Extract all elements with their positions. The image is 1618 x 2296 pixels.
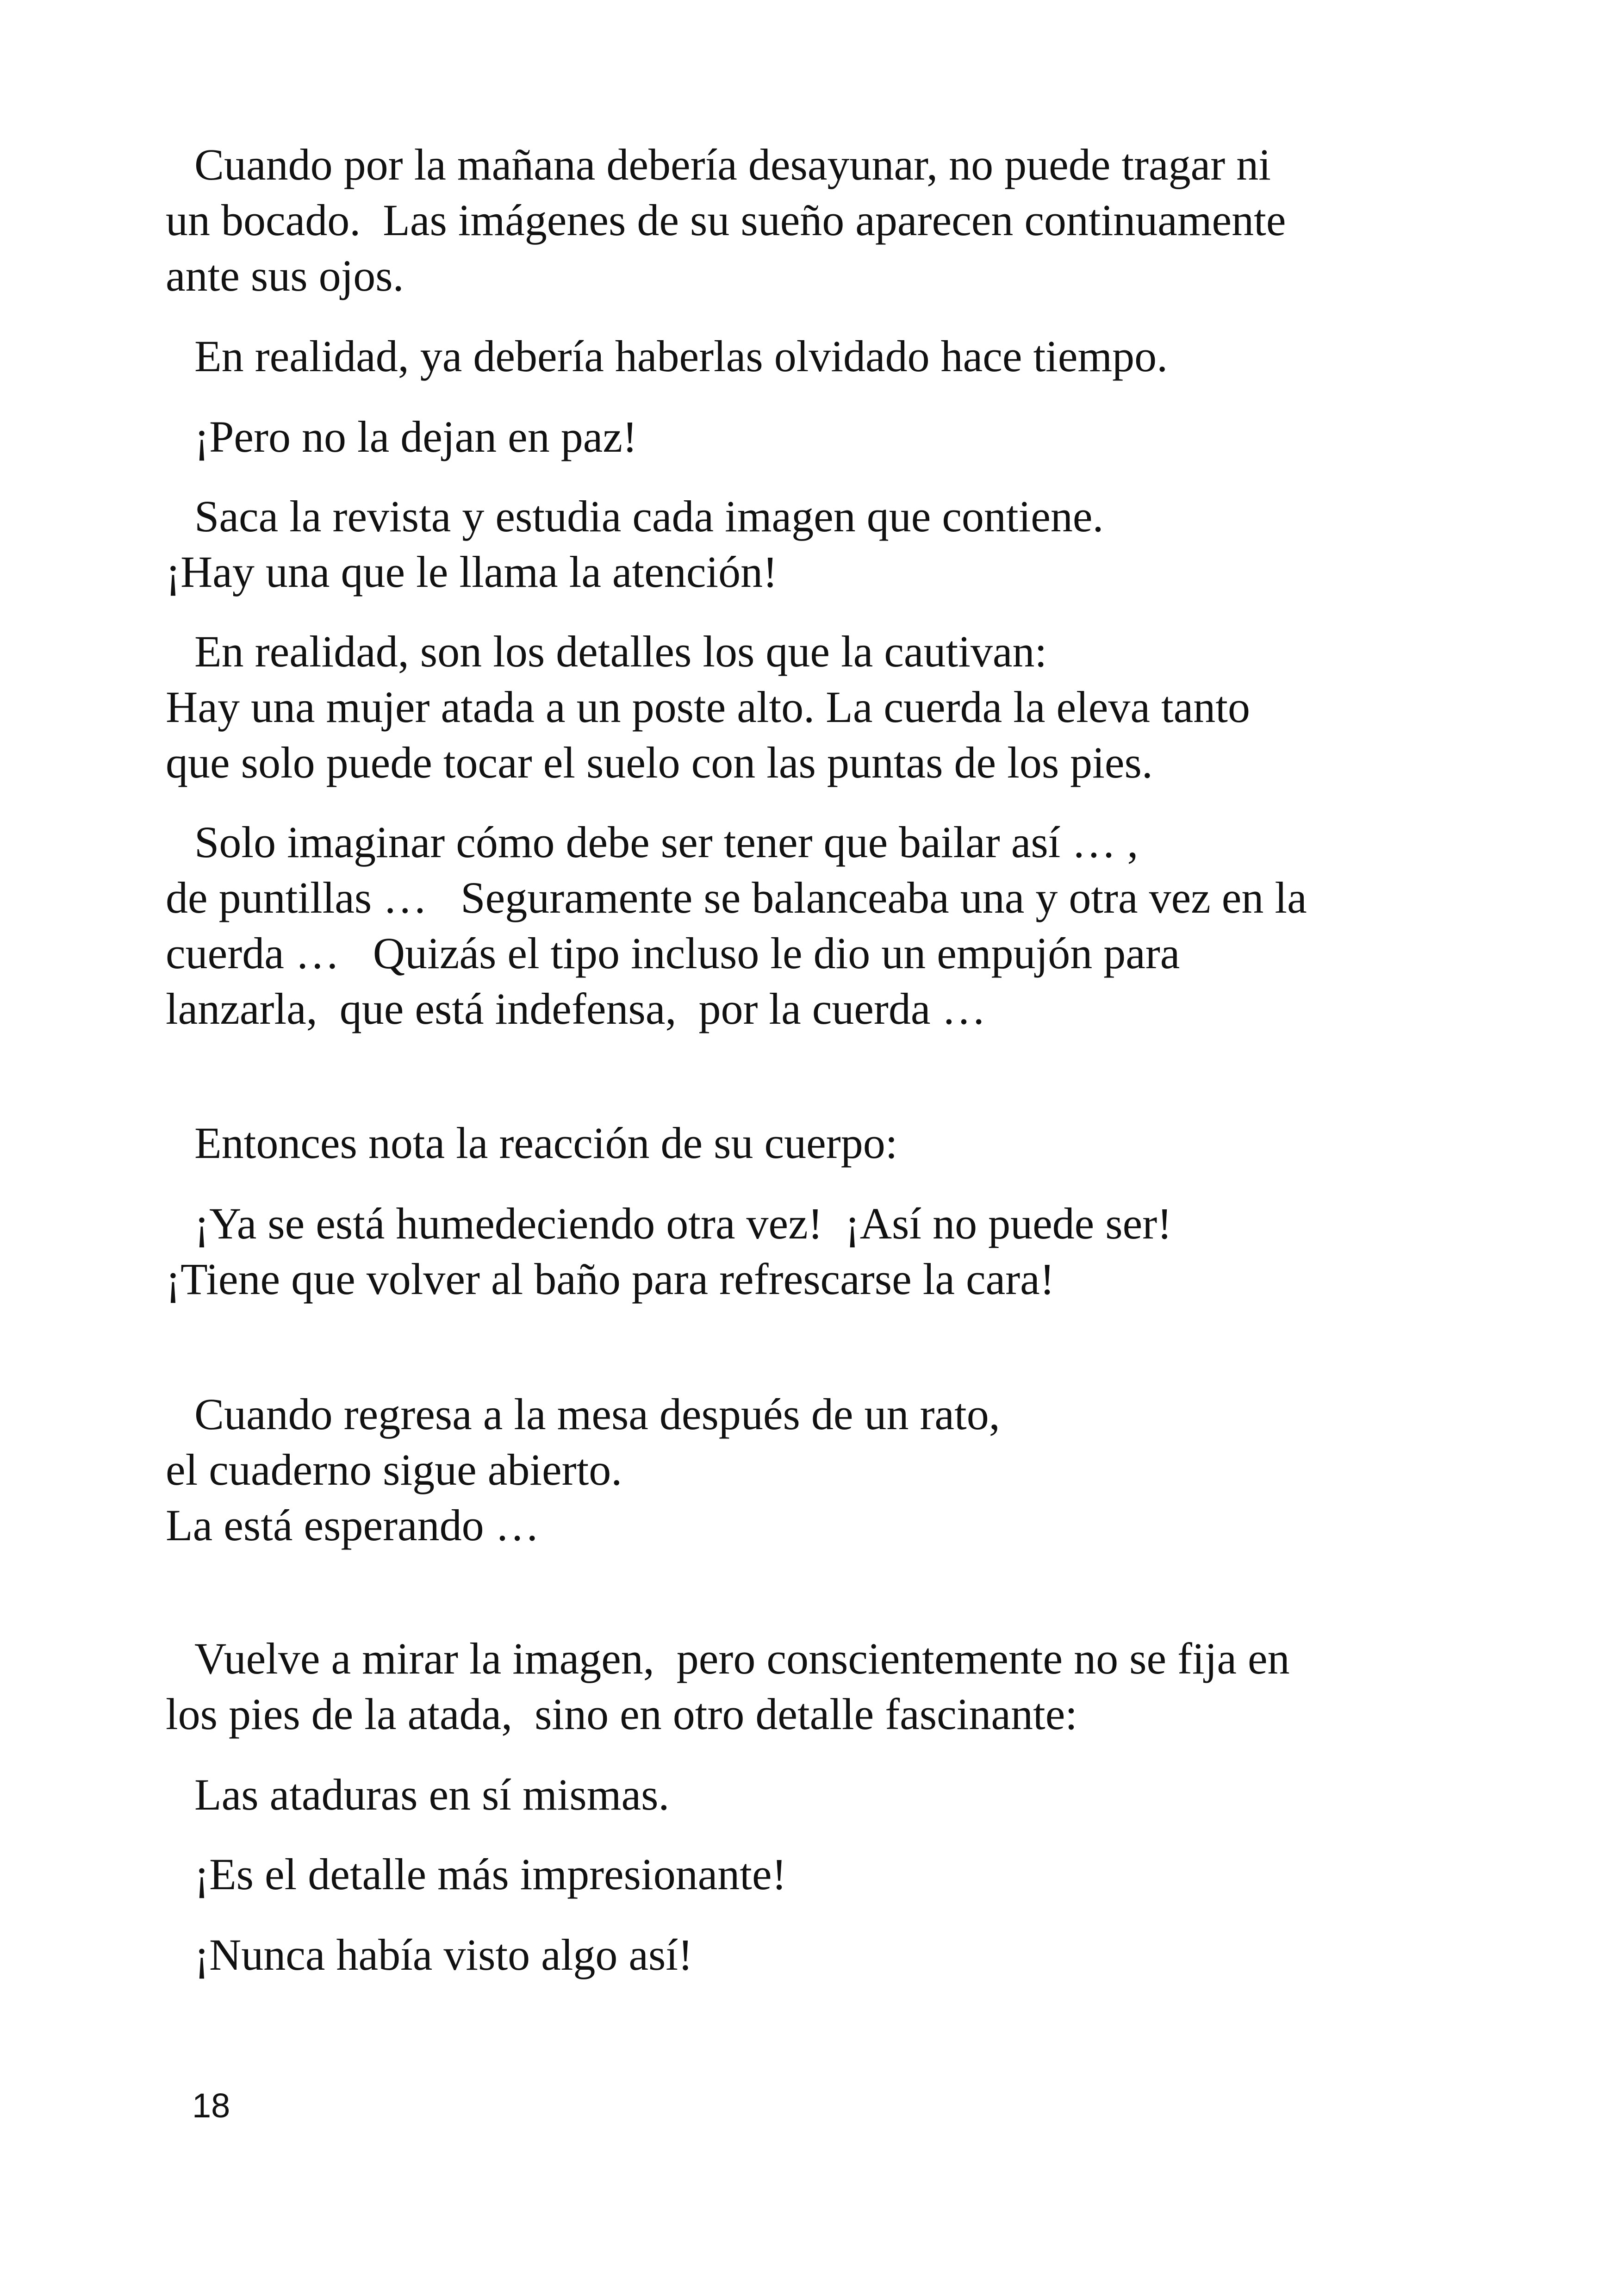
text-line: Cuando por la mañana debería desayunar, no puede tragar ni [194, 140, 1271, 189]
text-line: el cuaderno sigue abierto. [166, 1445, 622, 1494]
text-line: ¡Pero no la dejan en paz! [194, 412, 637, 461]
text-line: Las ataduras en sí mismas. [194, 1770, 670, 1819]
text-line: Solo imaginar cómo debe ser tener que bailar así … , [194, 817, 1139, 867]
text-line: ante sus ojos. [166, 251, 404, 300]
text-line: La está esperando … [166, 1500, 540, 1550]
text-line: ¡Ya se está humedeciendo otra vez! ¡Así no puede ser! [194, 1199, 1172, 1248]
text-line: lanzarla, que está indefensa, por la cuerda … [166, 984, 986, 1033]
text-line: En realidad, ya debería haberlas olvidado hace tiempo. [194, 331, 1168, 381]
text-line: cuerda … Quizás el tipo incluso le dio un empujón para [166, 928, 1180, 978]
text-line: un bocado. Las imágenes de su sueño aparecen continuamente [166, 195, 1286, 245]
text-line: Hay una mujer atada a un poste alto. La cuerda la eleva tanto [166, 682, 1250, 732]
text-line: ¡Hay una que le llama la atención! [166, 547, 778, 597]
text-line: ¡Es el detalle más impresionante! [194, 1849, 787, 1899]
page-number: 18 [192, 2086, 230, 2125]
text-line: Saca la revista y estudia cada imagen que contiene. [194, 492, 1104, 541]
text-line: En realidad, son los detalles los que la cautivan: [194, 627, 1047, 676]
text-line: los pies de la atada, sino en otro detalle fascinante: [166, 1689, 1077, 1739]
text-line: Vuelve a mirar la imagen, pero conscientemente no se fija en [194, 1634, 1290, 1683]
text-line: de puntillas … Seguramente se balanceaba una y otra vez en la [166, 873, 1307, 922]
text-line: que solo puede tocar el suelo con las puntas de los pies. [166, 738, 1153, 787]
text-line: ¡Nunca había visto algo así! [194, 1930, 693, 1979]
text-line: ¡Tiene que volver al baño para refrescarse la cara! [166, 1254, 1055, 1304]
text-line: Cuando regresa a la mesa después de un rato, [194, 1389, 1000, 1439]
text-line: Entonces nota la reacción de su cuerpo: [194, 1118, 898, 1168]
